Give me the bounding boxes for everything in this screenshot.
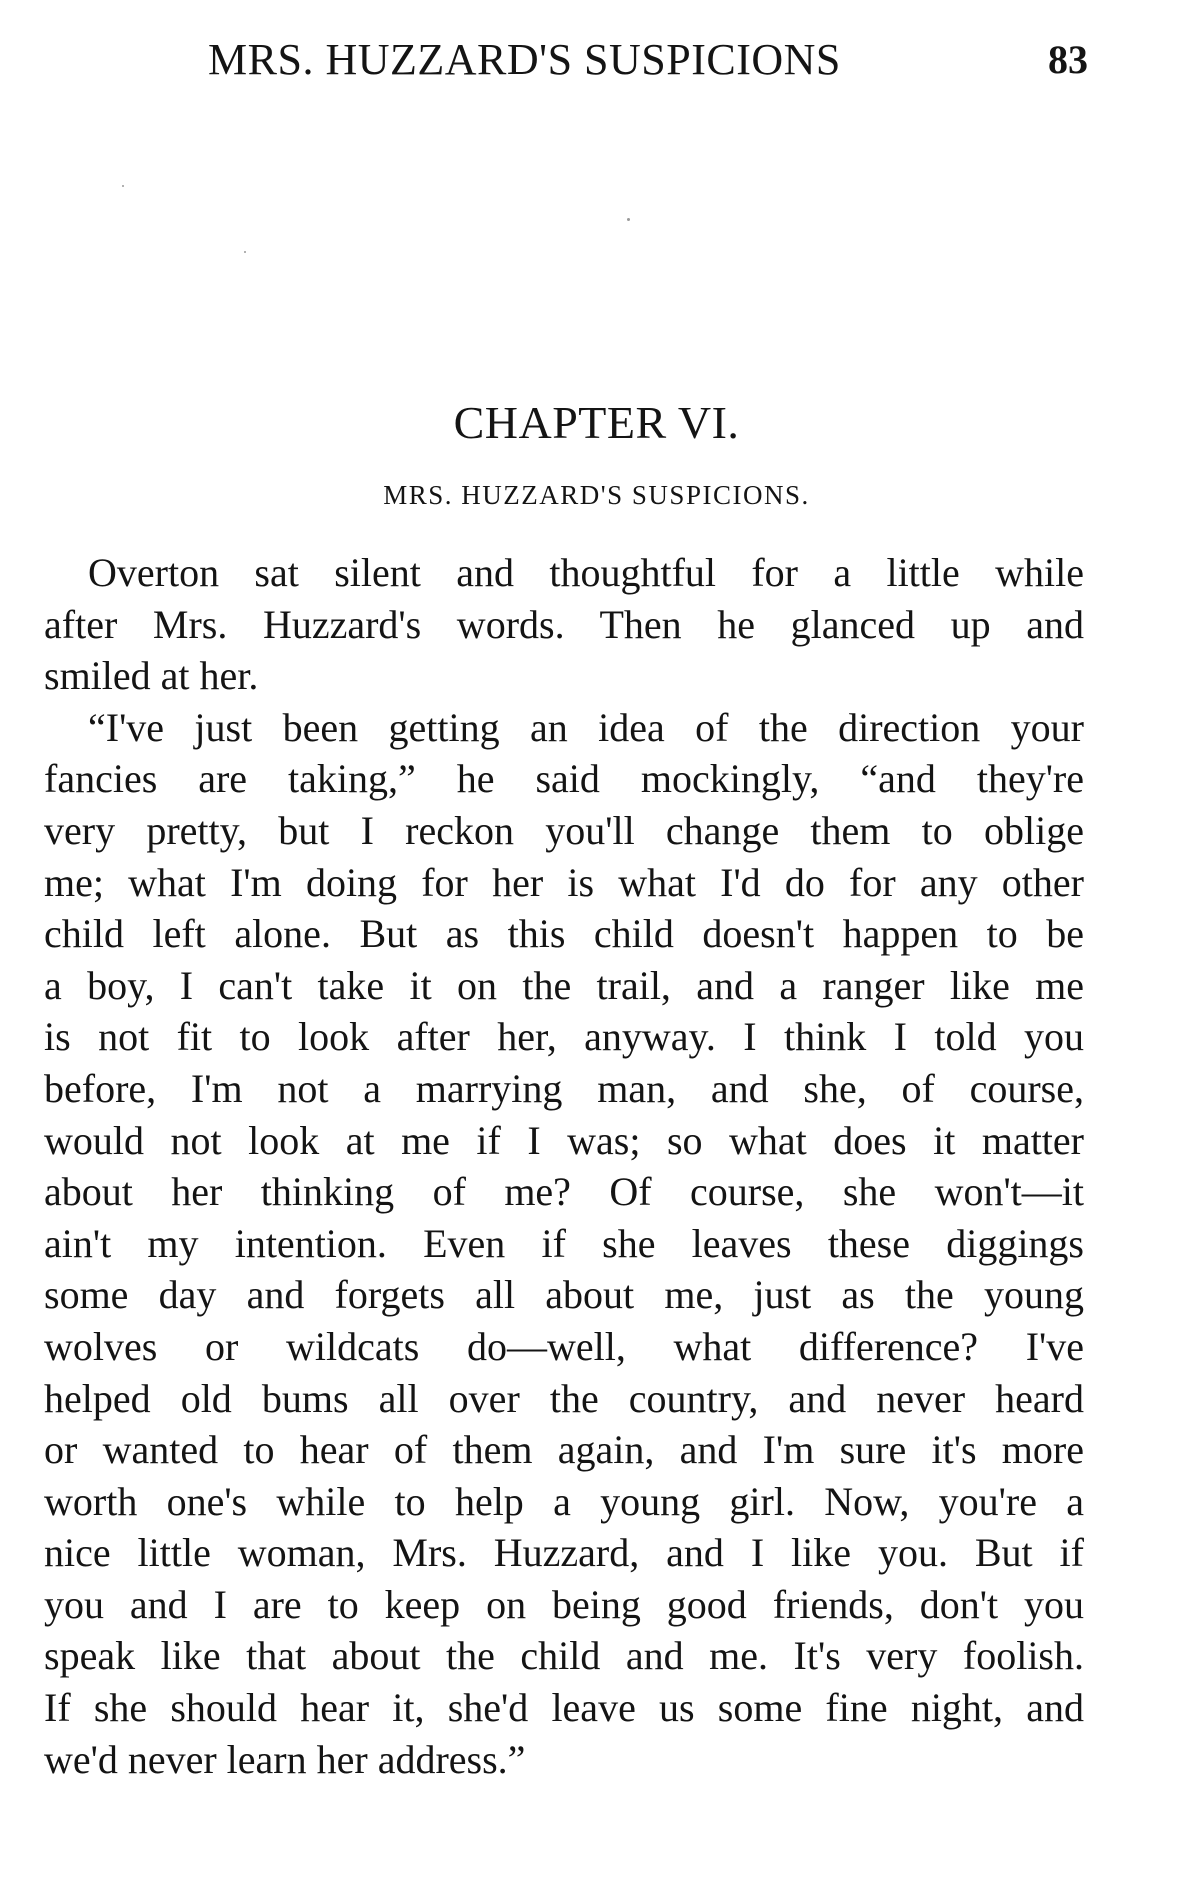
text-line: we'd never learn her address.”: [44, 1736, 526, 1782]
text-line: you and I are to keep on being good friends, don't you: [44, 1581, 1084, 1627]
text-line: speak like that about the child and me. It's very foolish.: [44, 1633, 1084, 1679]
text-line: child left alone. But as this child doesn't happen to be: [44, 911, 1084, 957]
text-line: a boy, I can't take it on the trail, and a ranger like me: [44, 962, 1084, 1008]
text-line: some day and forgets all about me, just as the young: [44, 1272, 1084, 1318]
text-line: before, I'm not a marrying man, and she, of course,: [44, 1065, 1084, 1111]
text-line: me; what I'm doing for her is what I'd do for any other: [44, 859, 1084, 905]
text-line: very pretty, but I reckon you'll change them to oblige: [44, 807, 1084, 853]
text-line: would not look at me if I was; so what does it matter: [44, 1117, 1084, 1163]
text-line: about her thinking of me? Of course, she won't—it: [44, 1169, 1084, 1215]
paper-speck: [244, 251, 246, 253]
paper-speck: [122, 185, 124, 187]
paper-speck: [627, 218, 630, 221]
text-line: “I've just been getting an idea of the direction your: [88, 704, 1084, 750]
text-line: wolves or wildcats do—well, what difference? I've: [44, 1323, 1084, 1369]
text-line: smiled at her.: [44, 653, 259, 699]
chapter-subtitle: MRS. HUZZARD'S SUSPICIONS.: [383, 480, 810, 510]
text-line: nice little woman, Mrs. Huzzard, and I like you. But if: [44, 1530, 1084, 1576]
text-line: ain't my intention. Even if she leaves these diggings: [44, 1220, 1084, 1266]
text-line: after Mrs. Huzzard's words. Then he glanced up and: [44, 601, 1084, 647]
running-head-title: MRS. HUZZARD'S SUSPICIONS: [208, 35, 841, 84]
page-number: 83: [1048, 37, 1088, 82]
text-line: Overton sat silent and thoughtful for a little while: [88, 550, 1084, 595]
text-line: If she should hear it, she'd leave us some fine night, and: [44, 1685, 1084, 1731]
text-line: worth one's while to help a young girl. Now, you're a: [44, 1478, 1084, 1524]
body-text: [44, 547, 1084, 1785]
text-line: helped old bums all over the country, and never heard: [44, 1375, 1084, 1421]
chapter-heading: CHAPTER VI.: [453, 397, 740, 448]
running-head: [208, 30, 1088, 90]
text-line: is not fit to look after her, anyway. I think I told you: [44, 1014, 1084, 1060]
text-line: or wanted to hear of them again, and I'm sure it's more: [44, 1427, 1084, 1473]
text-line: fancies are taking,” he said mockingly, “and they're: [44, 756, 1084, 802]
